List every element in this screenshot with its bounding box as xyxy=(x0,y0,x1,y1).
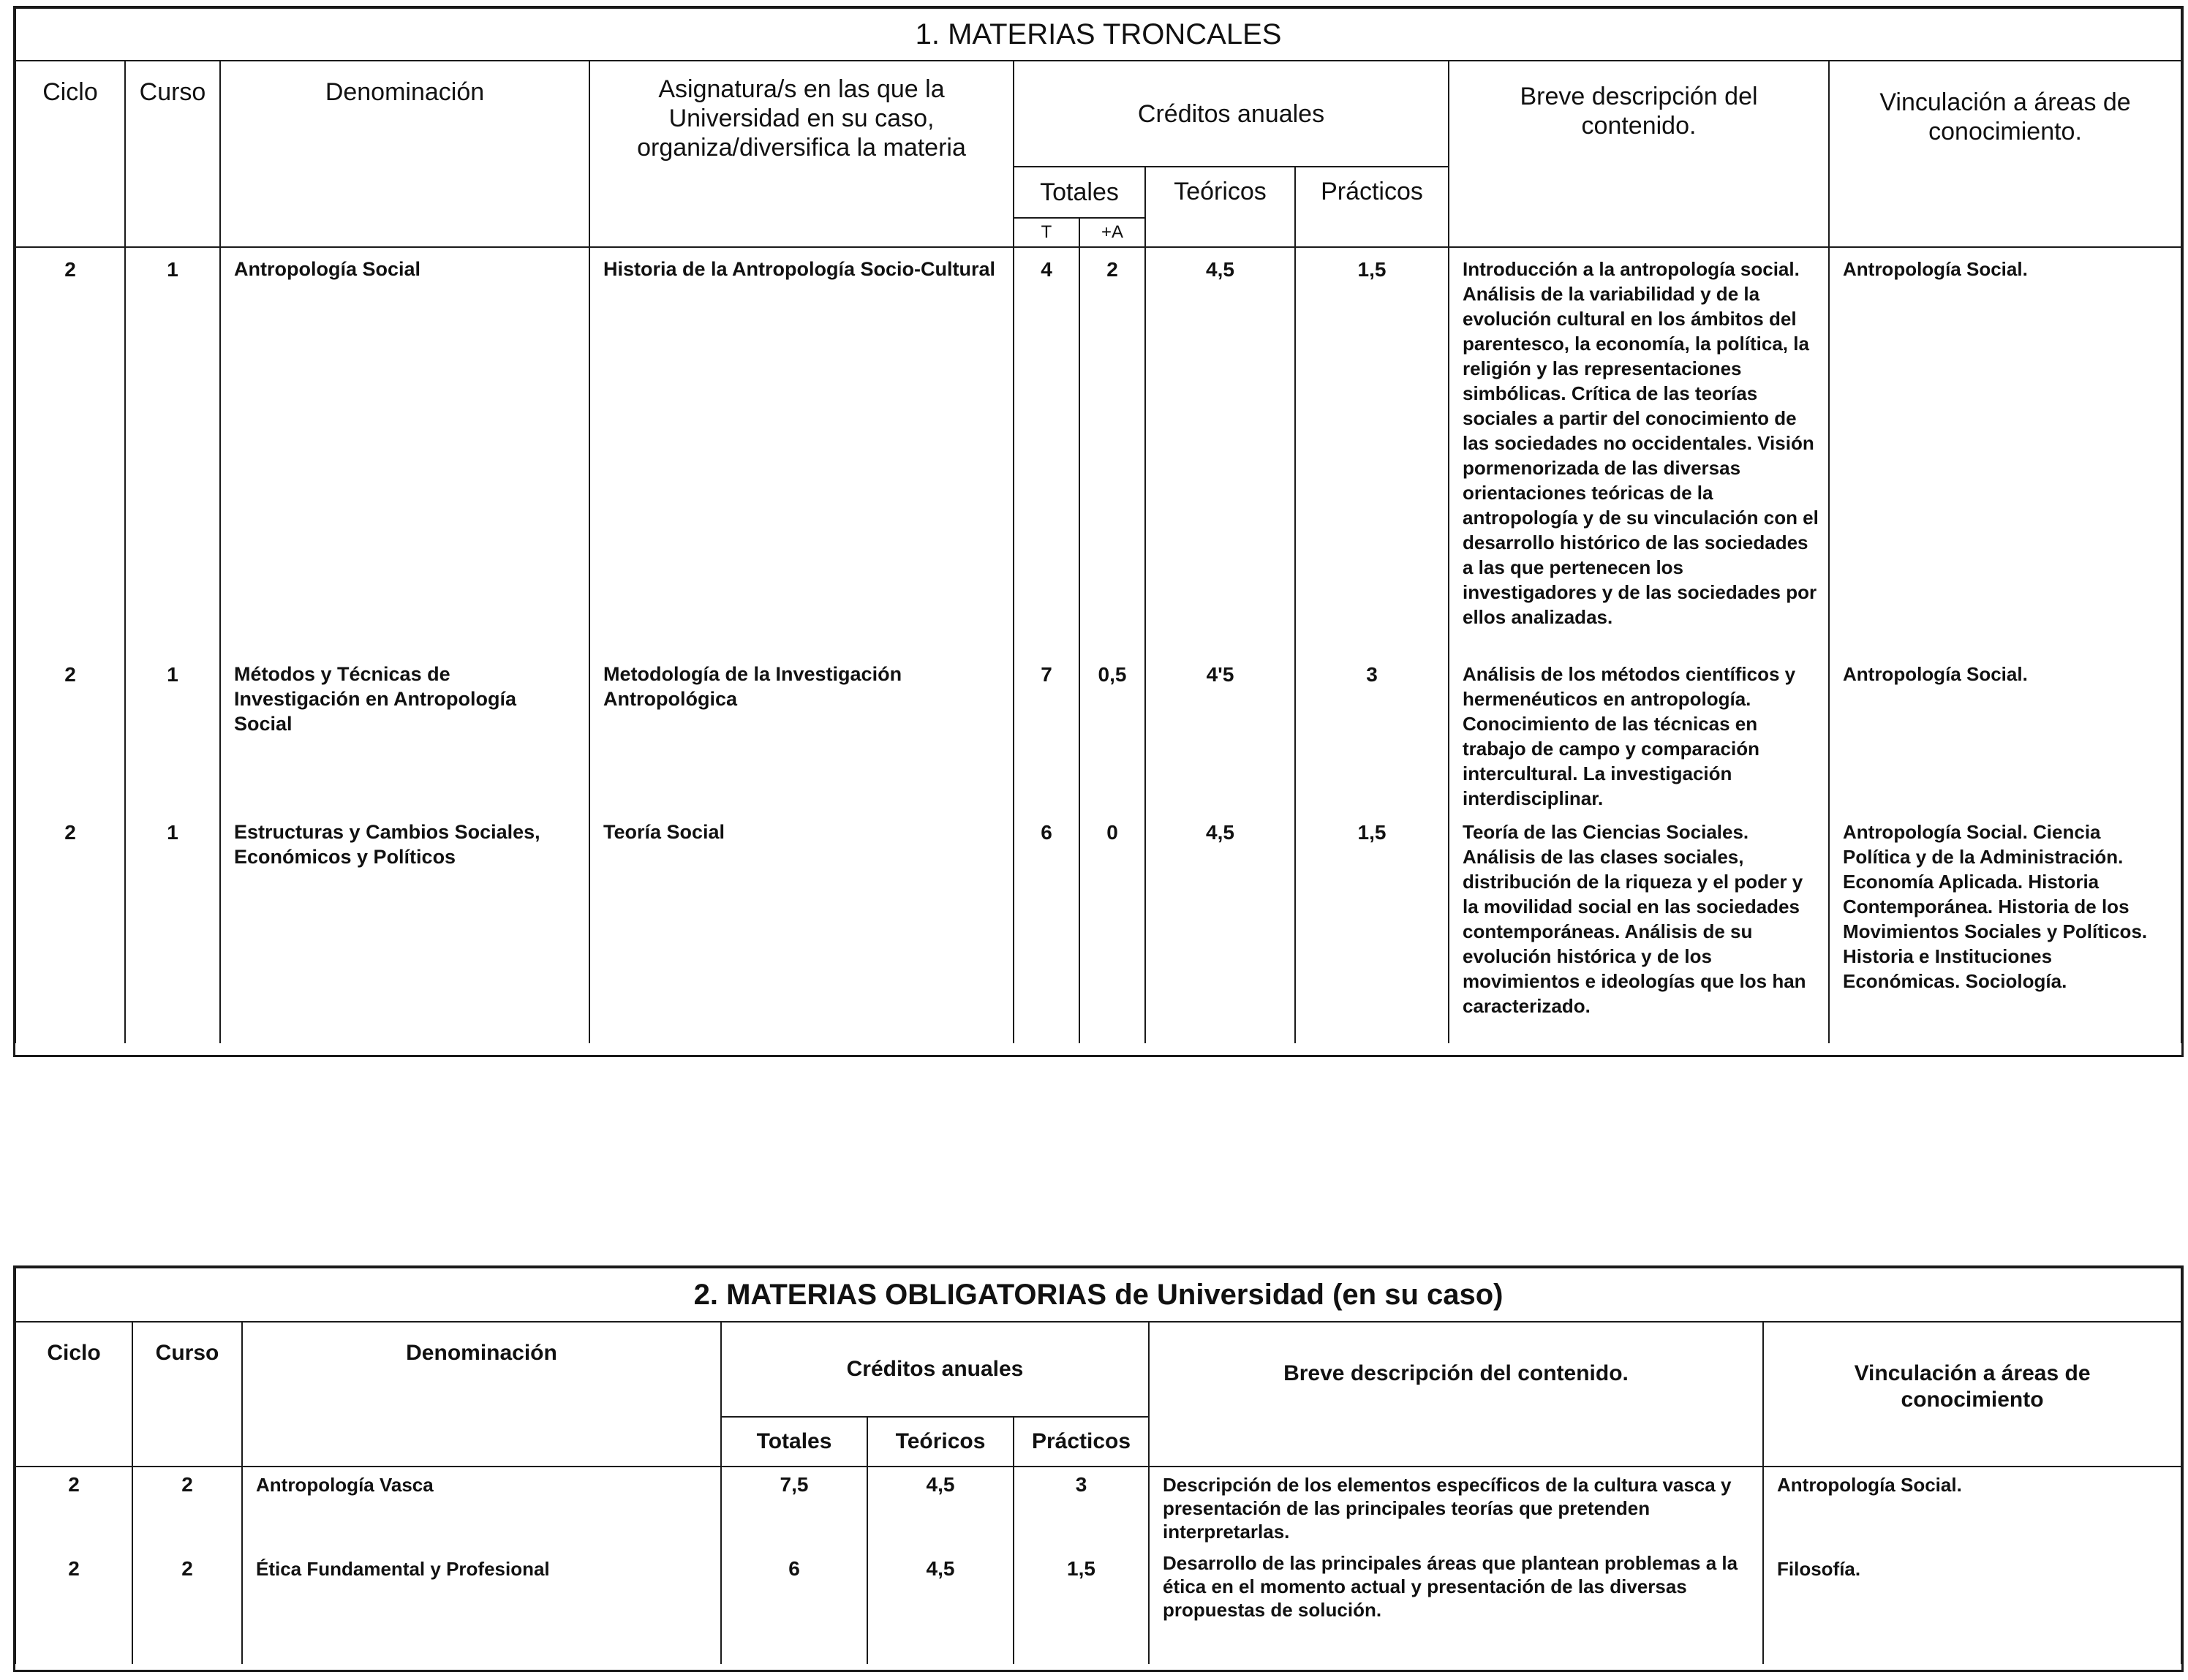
cell-teoricos: 4'5 xyxy=(1145,653,1295,811)
cell-a: 0,5 xyxy=(1079,653,1145,811)
materias-troncales-table xyxy=(15,7,2182,1043)
table-row xyxy=(15,811,2181,1043)
cell-curso: 1 xyxy=(125,247,220,653)
header-totales: Totales xyxy=(721,1417,867,1467)
header-vinculacion: Vinculación a áreas de conocimiento xyxy=(1763,1322,2181,1467)
cell-vinculacion: Antropología Social. Ciencia Política y de la Administración. Economía Aplicada. Historia Contemporánea. Historia de los Movimientos Sociales y Políticos. Historia e Instituciones Económicas. Sociología. xyxy=(1829,811,2181,1043)
troncales-title: 1. MATERIAS TRONCALES xyxy=(15,8,2181,61)
cell-ciclo: 2 xyxy=(15,247,125,653)
header-teoricos: Teóricos xyxy=(1145,167,1295,247)
cell-a: 2 xyxy=(1079,247,1145,653)
header-curso: Curso xyxy=(125,61,220,247)
cell-ciclo: 2 xyxy=(15,811,125,1043)
table-row xyxy=(15,1467,2181,1547)
cell-asignatura: Metodología de la Investigación Antropológica xyxy=(589,653,1014,811)
table-row xyxy=(15,653,2181,811)
header-creditos: Créditos anuales xyxy=(1014,61,1449,167)
cell-curso: 1 xyxy=(125,811,220,1043)
cell-practicos: 1,5 xyxy=(1295,247,1449,653)
header-practicos: Prácticos xyxy=(1295,167,1449,247)
header-curso: Curso xyxy=(132,1322,242,1467)
cell-denominacion: Antropología Social xyxy=(220,247,589,653)
header-denominacion: Denominación xyxy=(220,61,589,247)
cell-denominacion: Estructuras y Cambios Sociales, Económicos y Políticos xyxy=(220,811,589,1043)
cell-asignatura: Historia de la Antropología Socio-Cultural xyxy=(589,247,1014,653)
cell-vinculacion: Antropología Social. xyxy=(1763,1467,2181,1547)
cell-vinculacion: Antropología Social. xyxy=(1829,247,2181,653)
cell-curso: 1 xyxy=(125,653,220,811)
cell-t: 6 xyxy=(1014,811,1079,1043)
header-descripcion: Breve descripción del contenido. xyxy=(1449,61,1829,247)
cell-teoricos: 4,5 xyxy=(867,1467,1014,1547)
header-practicos: Prácticos xyxy=(1014,1417,1149,1467)
cell-descripcion: Descripción de los elementos específicos de la cultura vasca y presentación de las principales teorías que pretenden interpretarlas. xyxy=(1149,1467,1763,1547)
header-a: +A xyxy=(1079,218,1145,247)
cell-practicos: 1,5 xyxy=(1295,811,1449,1043)
cell-denominacion: Métodos y Técnicas de Investigación en Antropología Social xyxy=(220,653,589,811)
header-teoricos: Teóricos xyxy=(867,1417,1014,1467)
obligatorias-title: 2. MATERIAS OBLIGATORIAS de Universidad (en su caso) xyxy=(15,1268,2181,1322)
header-totales: Totales xyxy=(1014,167,1145,218)
cell-a: 0 xyxy=(1079,811,1145,1043)
header-creditos: Créditos anuales xyxy=(721,1322,1149,1417)
cell-denominacion: Antropología Vasca xyxy=(242,1467,721,1547)
header-vinculacion: Vinculación a áreas de conocimiento. xyxy=(1829,61,2181,247)
cell-descripcion: Introducción a la antropología social. Análisis de la variabilidad y de la evolución cultural en los ámbitos del parentesco, la economía, la política, la religión y las representaciones simbólicas. Crítica de las teorías sociales a partir del conocimiento de las sociedades no occidentales. Visión pormenorizada de las diversas orientaciones teóricas de la antropología y de su vinculación con el desarrollo histórico de las sociedades a las que pertenecen los investigadores y de las sociedades por ellos analizadas. xyxy=(1449,247,1829,653)
cell-totales: 6 xyxy=(721,1547,867,1664)
cell-curso: 2 xyxy=(132,1467,242,1547)
cell-teoricos: 4,5 xyxy=(1145,247,1295,653)
cell-t: 7 xyxy=(1014,653,1079,811)
cell-vinculacion: Antropología Social. xyxy=(1829,653,2181,811)
table-row xyxy=(15,247,2181,653)
header-descripcion: Breve descripción del contenido. xyxy=(1149,1322,1763,1467)
cell-ciclo: 2 xyxy=(15,653,125,811)
materias-obligatorias-table xyxy=(15,1267,2182,1664)
cell-asignatura: Teoría Social xyxy=(589,811,1014,1043)
cell-ciclo: 2 xyxy=(15,1467,132,1547)
cell-denominacion: Ética Fundamental y Profesional xyxy=(242,1547,721,1664)
table-row xyxy=(15,1547,2181,1664)
cell-t: 4 xyxy=(1014,247,1079,653)
header-ciclo: Ciclo xyxy=(15,1322,132,1467)
cell-vinculacion: Filosofía. xyxy=(1763,1547,2181,1664)
header-denominacion: Denominación xyxy=(242,1322,721,1467)
cell-practicos: 3 xyxy=(1014,1467,1149,1547)
header-t: T xyxy=(1014,218,1079,247)
cell-curso: 2 xyxy=(132,1547,242,1664)
header-asignatura: Asignatura/s en las que la Universidad en su caso, organiza/diversifica la materia xyxy=(589,61,1014,247)
cell-descripcion: Análisis de los métodos científicos y hermenéuticos en antropología. Conocimiento de las técnicas en trabajo de campo y comparación intercultural. La investigación interdisciplinar. xyxy=(1449,653,1829,811)
cell-totales: 7,5 xyxy=(721,1467,867,1547)
header-ciclo: Ciclo xyxy=(15,61,125,247)
cell-descripcion: Teoría de las Ciencias Sociales. Análisis de las clases sociales, distribución de la riqueza y el poder y la movilidad social en las sociedades contemporáneas. Análisis de su evolución histórica y de los movimientos e ideologías que los han caracterizado. xyxy=(1449,811,1829,1043)
cell-practicos: 1,5 xyxy=(1014,1547,1149,1664)
cell-practicos: 3 xyxy=(1295,653,1449,811)
cell-descripcion: Desarrollo de las principales áreas que plantean problemas a la ética en el momento actual y presentación de las diversas propuestas de solución. xyxy=(1149,1547,1763,1664)
cell-ciclo: 2 xyxy=(15,1547,132,1664)
cell-teoricos: 4,5 xyxy=(1145,811,1295,1043)
cell-teoricos: 4,5 xyxy=(867,1547,1014,1664)
